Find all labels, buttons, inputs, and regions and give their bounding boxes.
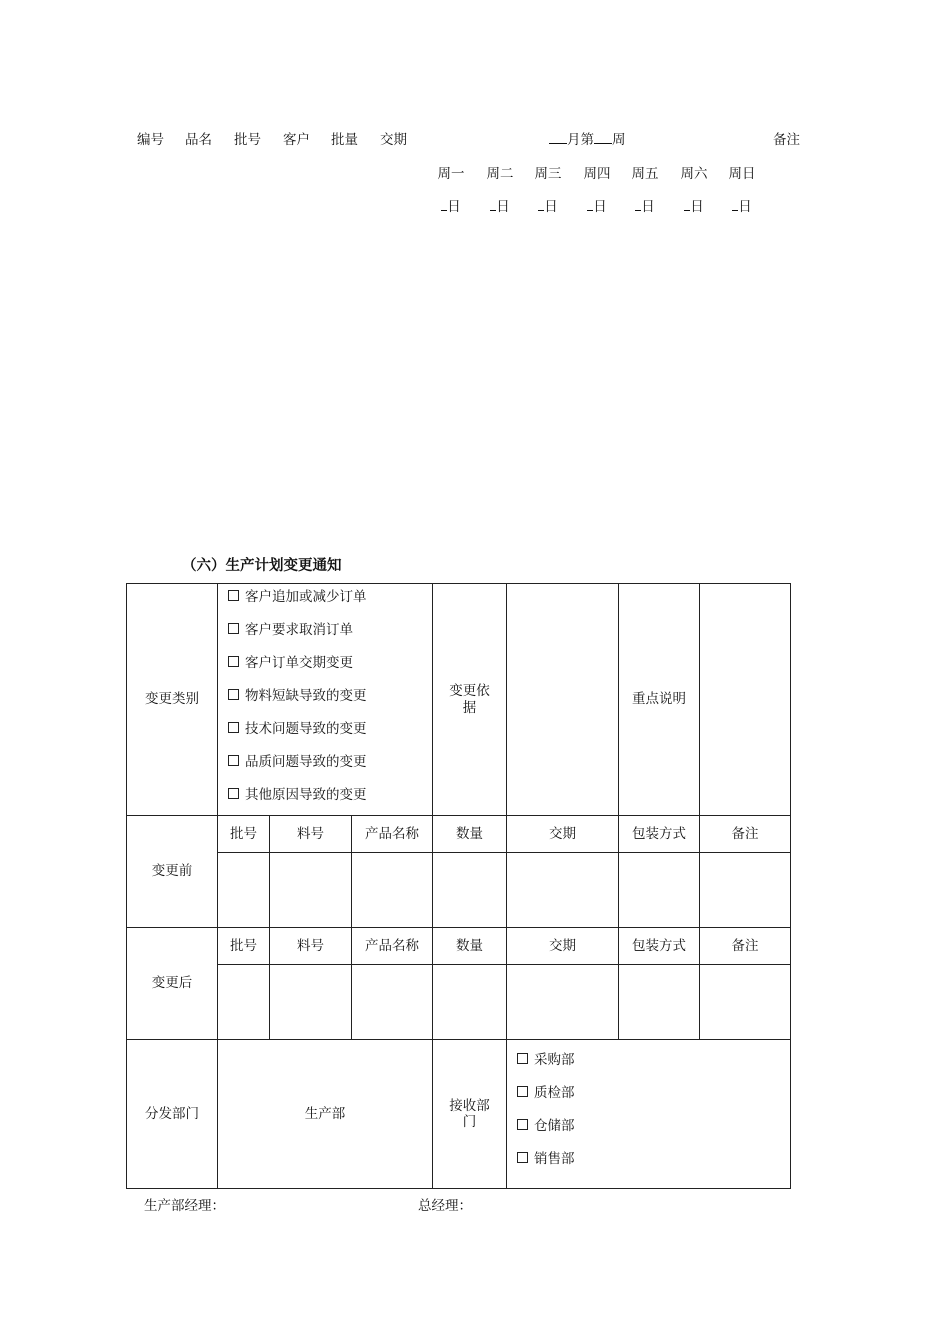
week-title-week: 周 xyxy=(612,132,626,148)
week-title-month: 月第 xyxy=(567,132,594,148)
checkbox-icon[interactable] xyxy=(228,722,239,733)
col-quantity: 数量 xyxy=(433,928,507,965)
col-remarks: 备注 xyxy=(700,928,791,965)
col-packaging: 包装方式 xyxy=(619,928,700,965)
before-product-cell[interactable] xyxy=(352,853,433,928)
header-delivery: 交期 xyxy=(380,132,407,148)
col-quantity: 数量 xyxy=(433,816,507,853)
col-batch: 批号 xyxy=(218,928,270,965)
general-manager-signature: 总经理： xyxy=(418,1198,472,1214)
section-title: （六）生产计划变更通知 xyxy=(182,557,342,574)
day-sun: 周日 xyxy=(728,166,756,182)
col-delivery: 交期 xyxy=(507,928,619,965)
col-packaging: 包装方式 xyxy=(619,816,700,853)
change-basis-label: 变更依 据 xyxy=(433,584,507,816)
after-label: 变更后 xyxy=(127,928,218,1040)
col-product-name: 产品名称 xyxy=(352,816,433,853)
col-delivery: 交期 xyxy=(507,816,619,853)
receive-label: 接收部 门 xyxy=(433,1040,507,1189)
col-material-no: 料号 xyxy=(270,816,352,853)
distribute-label: 分发部门 xyxy=(127,1040,218,1189)
change-basis-value[interactable] xyxy=(507,584,619,816)
after-product-cell[interactable] xyxy=(352,965,433,1040)
change-type-options xyxy=(218,584,433,816)
day-sat: 周六 xyxy=(680,166,708,182)
checkbox-icon[interactable] xyxy=(517,1152,528,1163)
checkbox-icon[interactable] xyxy=(517,1119,528,1130)
checkbox-icon[interactable] xyxy=(228,623,239,634)
day-mon: 周一 xyxy=(437,166,465,182)
date-mon: 日 xyxy=(431,195,471,215)
after-data-row xyxy=(127,965,791,1040)
after-packaging-cell[interactable] xyxy=(619,965,700,1040)
before-label: 变更前 xyxy=(127,816,218,928)
before-delivery-cell[interactable] xyxy=(507,853,619,928)
header-batch: 批号 xyxy=(234,132,261,148)
change-type-row xyxy=(127,584,791,816)
checkbox-icon[interactable] xyxy=(228,788,239,799)
production-manager-signature: 生产部经理： xyxy=(144,1198,225,1214)
day-fri: 周五 xyxy=(631,166,659,182)
after-header-row xyxy=(127,928,791,965)
distribution-row xyxy=(127,1040,791,1189)
option-quality-issue[interactable]: 品质问题导致的变更 xyxy=(228,749,432,782)
before-data-row xyxy=(127,853,791,928)
receive-options xyxy=(507,1040,791,1189)
date-fri: 日 xyxy=(625,195,665,215)
before-batch-cell[interactable] xyxy=(218,853,270,928)
col-batch: 批号 xyxy=(218,816,270,853)
after-remarks-cell[interactable] xyxy=(700,965,791,1040)
key-notes-label: 重点说明 xyxy=(619,584,700,816)
date-tue: 日 xyxy=(480,195,520,215)
before-packaging-cell[interactable] xyxy=(619,853,700,928)
header-quantity: 批量 xyxy=(331,132,358,148)
option-material-shortage[interactable]: 物料短缺导致的变更 xyxy=(228,683,432,716)
week-title xyxy=(549,128,626,148)
before-quantity-cell[interactable] xyxy=(433,853,507,928)
col-product-name: 产品名称 xyxy=(352,928,433,965)
after-batch-cell[interactable] xyxy=(218,965,270,1040)
header-code: 编号 xyxy=(137,132,164,148)
option-delivery-change[interactable]: 客户订单交期变更 xyxy=(228,650,432,683)
day-thu: 周四 xyxy=(583,166,611,182)
day-wed: 周三 xyxy=(534,166,562,182)
day-tue: 周二 xyxy=(486,166,514,182)
after-quantity-cell[interactable] xyxy=(433,965,507,1040)
receive-sales[interactable]: 销售部 xyxy=(517,1147,790,1180)
receive-warehouse[interactable]: 仓储部 xyxy=(517,1114,790,1147)
date-wed: 日 xyxy=(528,195,568,215)
col-remarks: 备注 xyxy=(700,816,791,853)
before-header-row xyxy=(127,816,791,853)
after-material-cell[interactable] xyxy=(270,965,352,1040)
header-remarks: 备注 xyxy=(773,132,800,148)
before-material-cell[interactable] xyxy=(270,853,352,928)
date-sat: 日 xyxy=(674,195,714,215)
checkbox-icon[interactable] xyxy=(228,689,239,700)
key-notes-value[interactable] xyxy=(700,584,791,816)
option-add-reduce-order[interactable]: 客户追加或减少订单 xyxy=(228,584,432,617)
receive-quality[interactable]: 质检部 xyxy=(517,1081,790,1114)
change-notice-form xyxy=(126,583,791,1189)
option-other-reason[interactable]: 其他原因导致的变更 xyxy=(228,782,432,815)
distribute-value: 生产部 xyxy=(218,1040,433,1189)
col-material-no: 料号 xyxy=(270,928,352,965)
checkbox-icon[interactable] xyxy=(228,590,239,601)
date-sun: 日 xyxy=(722,195,762,215)
option-technical-issue[interactable]: 技术问题导致的变更 xyxy=(228,716,432,749)
receive-purchasing[interactable]: 采购部 xyxy=(517,1048,790,1081)
after-delivery-cell[interactable] xyxy=(507,965,619,1040)
change-type-label: 变更类别 xyxy=(127,584,218,816)
checkbox-icon[interactable] xyxy=(228,656,239,667)
checkbox-icon[interactable] xyxy=(228,755,239,766)
before-remarks-cell[interactable] xyxy=(700,853,791,928)
option-cancel-order[interactable]: 客户要求取消订单 xyxy=(228,617,432,650)
header-product: 品名 xyxy=(185,132,212,148)
checkbox-icon[interactable] xyxy=(517,1086,528,1097)
checkbox-icon[interactable] xyxy=(517,1053,528,1064)
header-customer: 客户 xyxy=(283,132,310,148)
date-thu: 日 xyxy=(577,195,617,215)
